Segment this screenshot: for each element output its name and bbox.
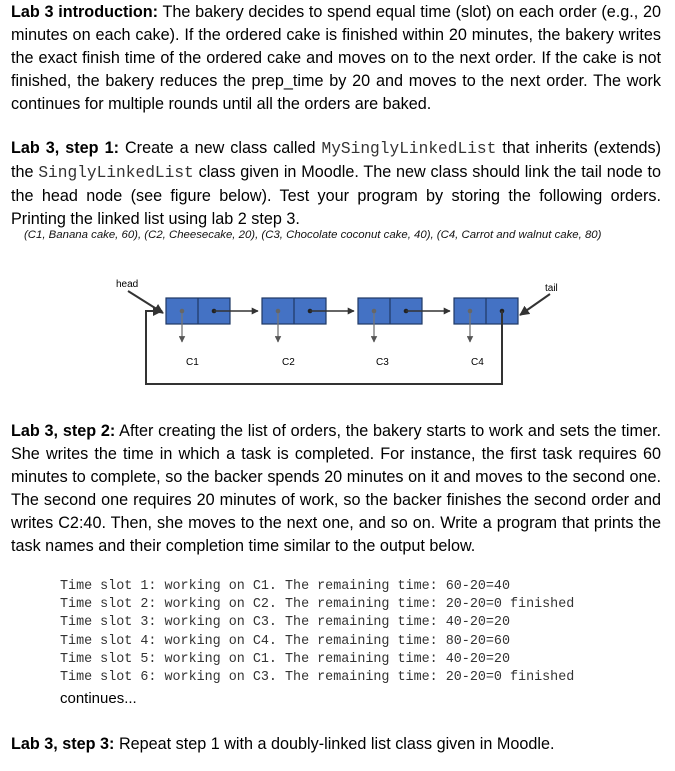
intro-paragraph — [11, 1, 661, 116]
node-c1 — [166, 298, 258, 368]
orders-list: (C1, Banana cake, 60), (C2, Cheesecake, 20), (C3, Chocolate coconut cake, 40), (C4, Carrot and walnut cake, 80) — [24, 229, 602, 241]
intro-heading: Lab 3 introduction: — [11, 3, 159, 21]
output-line: Time slot 1: working on C1. The remaining time: 60-20=40 — [60, 579, 510, 594]
tail-label: tail — [545, 283, 558, 294]
step1-text-a: Create a new class called — [124, 139, 316, 157]
step1-text-b: that inherits (extends) the — [11, 139, 662, 181]
output-line: Time slot 4: working on C4. The remaining time: 80-20=60 — [60, 633, 510, 649]
output-line: Time slot 3: working on C3. The remaining time: 40-20=20 — [60, 615, 510, 631]
sample-output — [60, 578, 574, 687]
step1-text-c: class given in Moodle. The new class should link the tail node to the head node (see figure below). Test your program by storing the following orders. Printing the linked list using lab 2 step 3. — [11, 163, 662, 228]
output-line: Time slot 5: working on C1. The remaining time: 40-20=20 — [60, 651, 510, 667]
output-line: Time slot 2: working on C2. The remaining time: 20-20=0 finished — [60, 597, 575, 613]
node-label-c3: C3 — [376, 357, 389, 368]
output-line: Time slot 6: working on C3. The remaining time: 20-20=0 finished — [60, 670, 575, 686]
head-label: head — [116, 279, 139, 290]
class-name-new: MySinglyLinkedList — [321, 140, 497, 158]
step2-paragraph — [11, 420, 661, 558]
head-pointer — [128, 291, 163, 313]
step1-heading: Lab 3, step 1: — [11, 139, 119, 157]
step1-paragraph — [11, 137, 661, 231]
tail-pointer — [520, 294, 550, 315]
step3-text: Repeat step 1 with a doubly-linked list class given in Moodle. — [118, 735, 555, 753]
linked-list-diagram — [0, 275, 675, 425]
node-label-c1: C1 — [186, 357, 199, 368]
node-c3 — [358, 298, 450, 368]
node-c4 — [454, 298, 518, 368]
step3-heading: Lab 3, step 3: — [11, 735, 115, 753]
node-c2 — [262, 298, 354, 368]
step2-heading: Lab 3, step 2: — [11, 422, 116, 440]
class-name-base: SinglyLinkedList — [38, 164, 194, 182]
continues-text: continues... — [60, 690, 137, 707]
node-label-c4: C4 — [471, 357, 484, 368]
node-label-c2: C2 — [282, 357, 295, 368]
step2-text: After creating the list of orders, the bakery starts to work and sets the timer. She writes the time in which a task is completed. For instance, the first task requires 60 minutes to complete, so the backer spends 20 minutes on it and moves to the second one. The second one requires 20 minutes of work, so the backer finishes the second order and writes C2:40. Then, she moves to the next one, and so on. Write a program that prints the task names and their completion time similar to the output below. — [11, 422, 662, 555]
intro-text: The bakery decides to spend equal time (slot) on each order (e.g., 20 minutes on each cake). If the ordered cake is finished within 20 minutes, the bakery writes the exact finish time of the ordered cake and moves on to the next order. If the cake is not finished, the bakery reduces the prep_time by 20 and moves to the next order. The work continues for multiple rounds until all the orders are baked. — [11, 3, 661, 113]
step3-paragraph — [11, 733, 661, 756]
